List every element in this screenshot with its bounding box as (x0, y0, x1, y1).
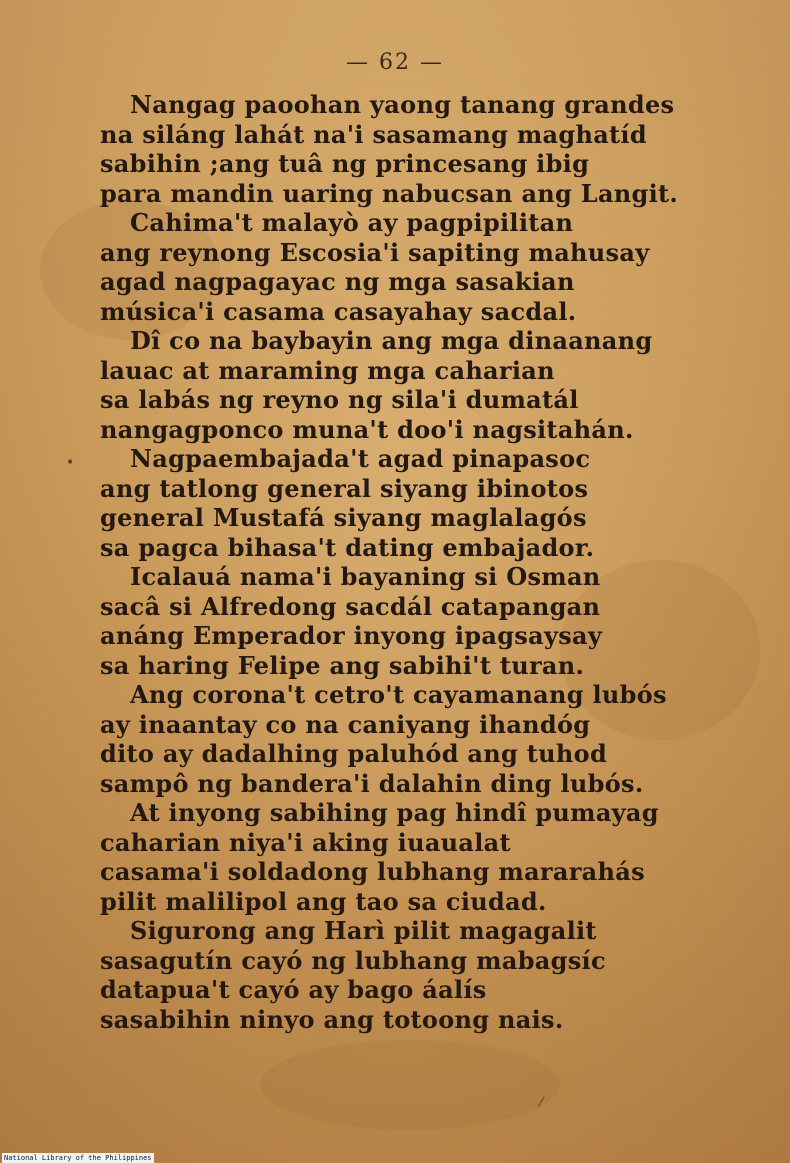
verse-line: sasabihin ninyo ang totoong nais. (100, 1004, 564, 1034)
paper-stain (260, 1040, 560, 1130)
verse-line: sacâ si Alfredong sacdál catapangan (100, 591, 601, 621)
verse-line: agad nagpagayac ng mga sasakian (100, 267, 575, 296)
verse-line: sabihin ;ang tuâ ng princesang ibig (100, 149, 590, 178)
verse-line: sasagutín cayó ng lubhang mabagsíc (100, 945, 606, 975)
stanza (100, 916, 740, 1034)
verse-line: para mandin uaring nabucsan ang Langit. (100, 178, 679, 208)
stanza (100, 90, 740, 208)
verse-line: general Mustafá siyang maglalagós (100, 503, 587, 532)
verse-line: ang tatlong general siyang ibinotos (100, 473, 589, 503)
stanza (100, 680, 740, 798)
verse-line: sa labás ng reyno ng sila'i dumatál (100, 385, 579, 414)
verse-line: ay inaantay co na caniyang ihandóg (100, 709, 591, 739)
verse-line: dito ay dadalhing paluhód ang tuhod (100, 739, 608, 768)
library-credit: National Library of the Philippines (4, 1154, 152, 1162)
verse-line: nangagponco muna't doo'i nagsitahán. (100, 414, 634, 444)
verse-line: anáng Emperador inyong ipagsaysay (100, 621, 603, 650)
stanza (100, 208, 740, 326)
ink-speck: • (66, 455, 75, 471)
verse-line: Sigurong ang Harì pilit magagalit (130, 916, 597, 945)
verse-line: na siláng lahát na'i sasamang maghatíd (100, 119, 647, 149)
page-number: — 62 — (346, 50, 444, 75)
stanza (100, 798, 740, 916)
verse-line: datapua't cayó ay bago áalís (100, 975, 487, 1004)
verse-line: casama'i soldadong lubhang mararahás (100, 857, 645, 886)
stanza (100, 562, 740, 680)
ink-speck: ⁄ (540, 1095, 543, 1111)
verse-line: Dî co na baybayin ang mga dinaanang (130, 326, 653, 355)
verse-line: Nagpaembajada't agad pinapasoc (130, 444, 591, 473)
verse-line: Cahima't malayò ay pagpipilitan (130, 208, 574, 237)
verse-line: caharian niya'i aking iuaualat (100, 827, 511, 857)
verse-line: Icalauá nama'i bayaning si Osman (130, 562, 601, 591)
verse-line: At inyong sabihing pag hindî pumayag (130, 798, 659, 827)
verse-line: sa haring Felipe ang sabihi't turan. (100, 650, 585, 680)
stanza (100, 444, 740, 562)
poem-body (100, 90, 740, 1034)
verse-line: música'i casama casayahay sacdal. (100, 296, 577, 326)
verse-line: Nangag paoohan yaong tanang grandes (130, 90, 675, 119)
verse-line: sa pagca bihasa't dating embajador. (100, 532, 595, 562)
stanza (100, 326, 740, 444)
verse-line: lauac at maraming mga caharian (100, 355, 555, 385)
verse-line: pilit malilipol ang tao sa ciudad. (100, 886, 547, 916)
verse-line: sampô ng bandera'i dalahin ding lubós. (100, 768, 644, 798)
verse-line: ang reynong Escosia'i sapiting mahusay (100, 237, 650, 267)
verse-line: Ang corona't cetro't cayamanang lubós (130, 680, 667, 709)
